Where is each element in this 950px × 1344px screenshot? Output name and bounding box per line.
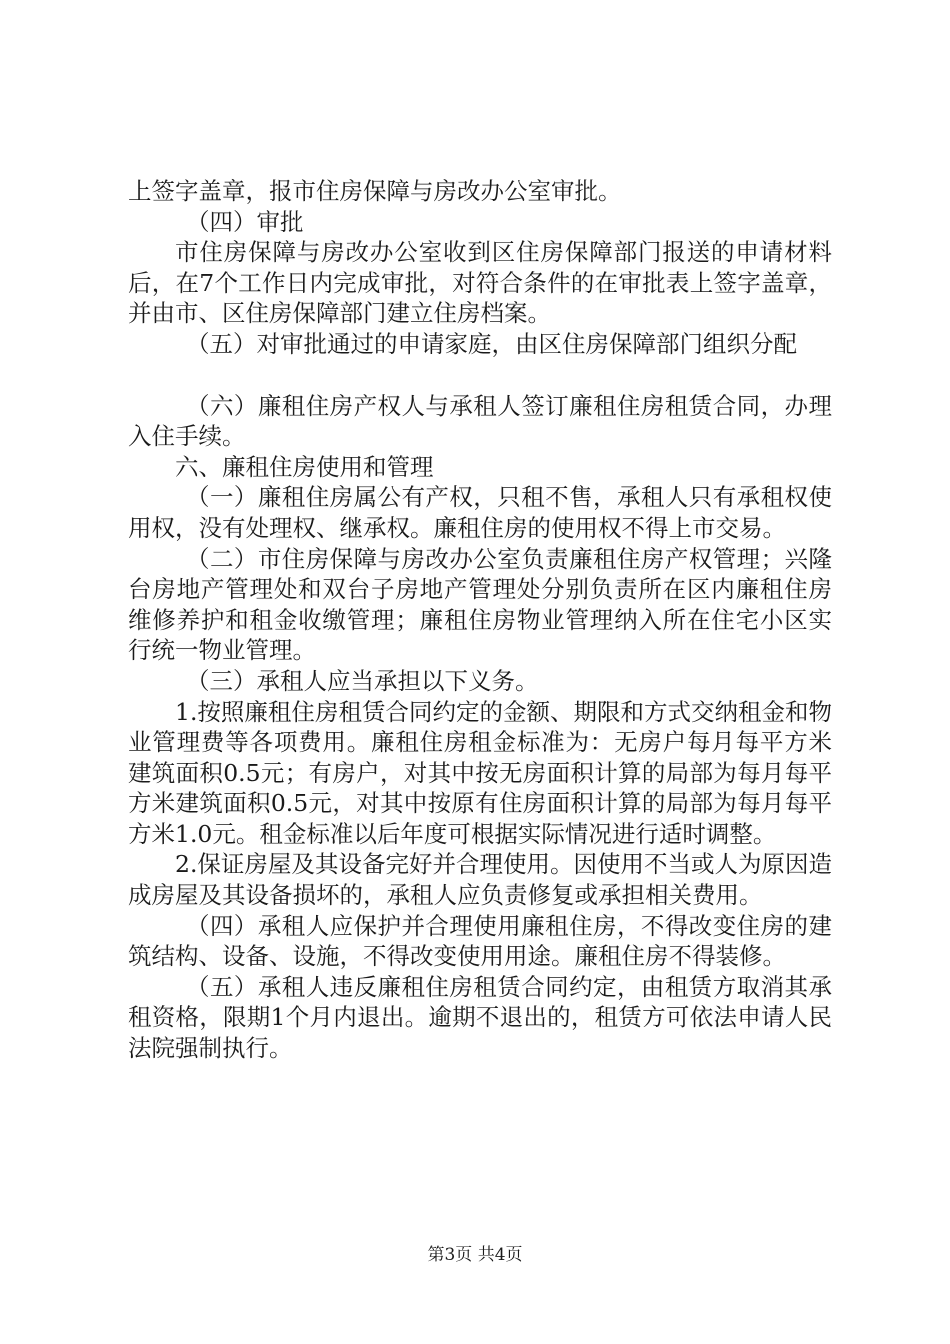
- paragraph-contract: （六）廉租住房产权人与承租人签订廉租住房租赁合同，办理入住手续。: [128, 391, 832, 451]
- paragraph-rent: 1.按照廉租住房租赁合同约定的金额、期限和方式交纳租金和物业管理费等各项费用。廉租住房租金标准为：无房户每月每平方米建筑面积0.5元；有房户，对其中按无房面积计算的局部为每月每平方米建筑面积0.5元，对其中按原有住房面积计算的局部为每月每平方米1.0元。租金标准以后年度可根据实际情况进行适时调整。: [128, 697, 832, 848]
- paragraph-management: （二）市住房保障与房改办公室负责廉租住房产权管理；兴隆台房地产管理处和双台子房地产管理处分别负责所在区内廉租住房维修养护和租金收缴管理；廉租住房物业管理纳入所在住宅小区实行统一物业管理。: [128, 544, 832, 665]
- paragraph-continuation: 上签字盖章，报市住房保障与房改办公室审批。: [128, 177, 622, 205]
- paragraph-approval: 市住房保障与房改办公室收到区住房保障部门报送的申请材料后，在7个工作日内完成审批，对符合条件的在审批表上签字盖章，并由市、区住房保障部门建立住房档案。: [128, 238, 832, 328]
- blank-line: [128, 360, 832, 391]
- section-heading-approval: （四）审批: [186, 207, 304, 236]
- paragraph-protection: （四）承租人应保护并合理使用廉租住房，不得改变住房的建筑结构、设备、设施，不得改变使用用途。廉租住房不得装修。: [128, 911, 832, 971]
- paragraph-maintenance: 2.保证房屋及其设备完好并合理使用。因使用不当或人为原因造成房屋及其设备损坏的，承租人应负责修复或承担相关费用。: [128, 850, 832, 910]
- paragraph-obligations: （三）承租人应当承担以下义务。: [186, 666, 539, 695]
- page-number-footer: 第3页 共4页: [427, 1245, 523, 1265]
- paragraph-violation: （五）承租人违反廉租住房租赁合同约定，由租赁方取消其承租资格，限期1个月内退出。逾期不退出的，租赁方可依法申请人民法院强制执行。: [128, 972, 832, 1063]
- section-heading-usage: 六、廉租住房使用和管理: [175, 452, 434, 481]
- paragraph-allocation: （五）对审批通过的申请家庭，由区住房保障部门组织分配: [186, 329, 797, 358]
- document-body: [128, 176, 832, 1064]
- paragraph-ownership: （一）廉租住房属公有产权，只租不售，承租人只有承租权使用权，没有处理权、继承权。廉租住房的使用权不得上市交易。: [128, 483, 832, 542]
